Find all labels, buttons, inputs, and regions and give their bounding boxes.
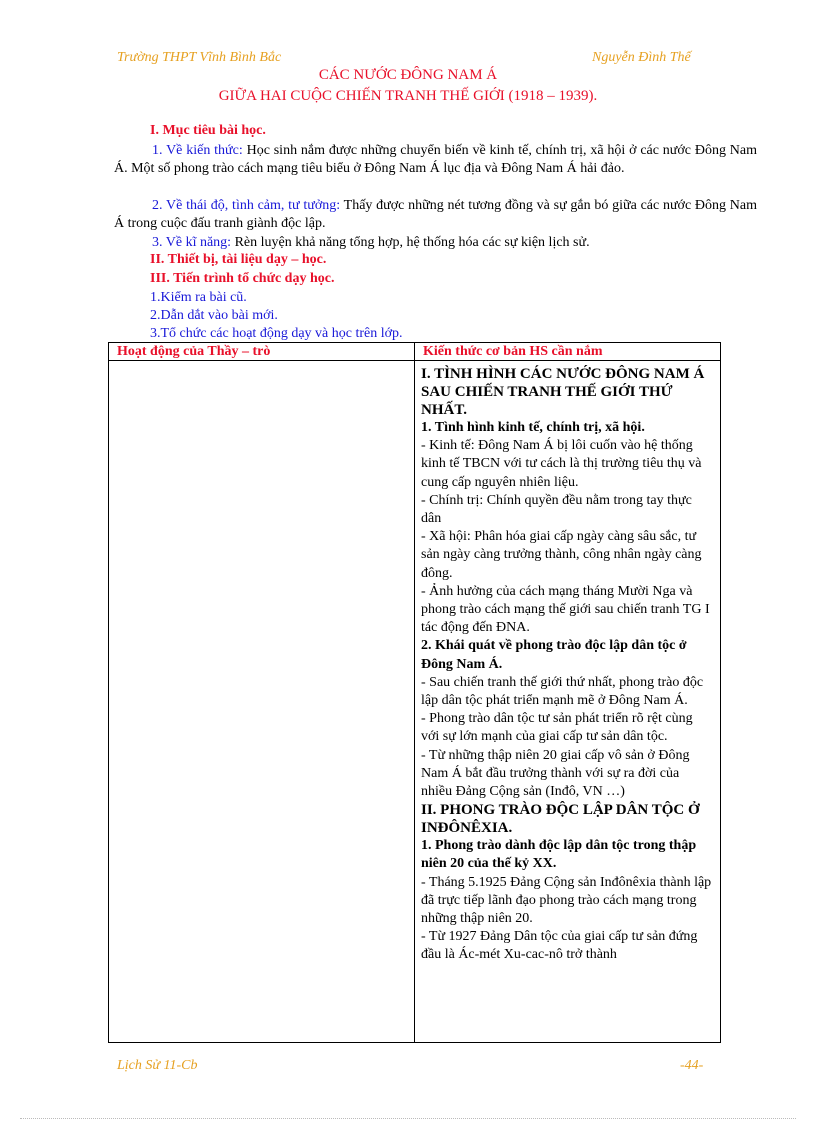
- paragraph-economy: - Kinh tế: Đông Nam Á bị lôi cuốn vào hệ thống kinh tế TBCN với tư cách là thị trường tiêu thụ và cung cấp nguyên nhiên liệu.: [421, 438, 702, 490]
- column-header-knowledge: Kiến thức cơ bản HS cần nắm: [415, 343, 721, 361]
- column-header-activity: Hoạt động của Thầy – trò: [109, 343, 415, 361]
- knowledge-cell: [415, 361, 721, 1043]
- paragraph-bourgeois: - Phong trào dân tộc tư sản phát triển rõ rệt cùng với sự lớn mạnh của giai cấp tư sản dân tộc.: [421, 711, 693, 745]
- table-row: [109, 361, 721, 1043]
- paragraph-influence: - Ảnh hưởng của cách mạng tháng Mười Nga và phong trào cách mạng thế giới sau chiến tranh TG I tác động đến ĐNA.: [421, 583, 710, 636]
- subheading-1: 1. Tình hình kinh tế, chính trị, xã hội.: [421, 420, 645, 435]
- header-author: Nguyễn Đình Thế: [592, 50, 691, 65]
- header-school: Trường THPT Vĩnh Bình Bắc: [117, 50, 282, 65]
- attitude-paragraph: [114, 197, 757, 233]
- process-step-1: 1.Kiểm ra bài cũ.: [150, 290, 247, 305]
- process-heading: III. Tiến trình tổ chức dạy học.: [150, 271, 335, 286]
- footer-subject: Lịch Sử 11-Cb: [117, 1058, 198, 1073]
- knowledge-paragraph: [114, 142, 757, 178]
- skill-label: 3. Về kĩ năng:: [152, 235, 232, 250]
- equipment-heading: II. Thiết bị, tài liệu dạy – học.: [150, 252, 327, 267]
- skill-paragraph: [114, 234, 757, 252]
- page-title: CÁC NƯỚC ĐÔNG NAM Á: [318, 67, 498, 83]
- skill-text: Rèn luyện khả năng tổng hợp, hệ thống hóa các sự kiện lịch sử.: [231, 235, 590, 250]
- page-number: -44-: [680, 1058, 704, 1073]
- knowledge-text: Học sinh nắm được những chuyển biến về kinh tế, chính trị, xã hội ở các nước Đông Nam Á. Một số phong trào cách mạng tiêu biểu ở Đông Nam Á lục địa và Đông Nam Á hải đảo.: [114, 143, 757, 176]
- attitude-text: Thấy được những nét tương đồng và sự gắn bó giữa các nước Đông Nam Á trong cuộc đấu tranh giành độc lập.: [114, 198, 757, 231]
- table-header-row: [109, 343, 721, 361]
- paragraph-society: - Xã hội: Phân hóa giai cấp ngày càng sâu sắc, tư sản ngày càng trưởng thành, công nhân ngày càng đông.: [421, 529, 702, 581]
- knowledge-label: 1. Về kiến thức:: [152, 143, 243, 158]
- process-step-2: 2.Dẫn dắt vào bài mới.: [150, 308, 278, 323]
- activity-cell: [109, 361, 415, 1043]
- section-heading-1: I. TÌNH HÌNH CÁC NƯỚC ĐÔNG NAM Á SAU CHIẾN TRANH THẾ GIỚI THỨ NHẤT.: [421, 366, 705, 418]
- page-subtitle: GIỮA HAI CUỘC CHIẾN TRANH THẾ GIỚI (1918 – 1939).: [218, 88, 598, 104]
- subheading-2: 2. Khái quát về phong trào độc lập dân tộc ở Đông Nam Á.: [421, 638, 687, 672]
- paragraph-movement: - Sau chiến tranh thế giới thứ nhất, phong trào độc lập dân tộc phát triển mạnh mẽ ở Đông Nam Á.: [421, 674, 704, 709]
- paragraph-politics: - Chính trị: Chính quyền đều nằm trong tay thực dân: [421, 492, 692, 527]
- paragraph-1927: - Từ 1927 Đảng Dân tộc của giai cấp tư sản đứng đầu là Ác-mét Xu-cac-nô trở thành: [421, 929, 698, 963]
- subheading-3: 1. Phong trào dành độc lập dân tộc trong thập niên 20 của thế kỷ XX.: [421, 838, 697, 872]
- objectives-heading: I. Mục tiêu bài học.: [150, 123, 266, 138]
- paragraph-proletariat: - Từ những thập niên 20 giai cấp vô sản ở Đông Nam Á bắt đầu trưởng thành với sự ra đời của nhiều Đảng Cộng sản (Inđô, VN …): [421, 747, 690, 800]
- process-step-3: 3.Tổ chức các hoạt động dạy và học trên lớp.: [150, 326, 403, 341]
- paragraph-1925: - Tháng 5.1925 Đảng Cộng sản Inđônêxia thành lập đã trực tiếp lãnh đạo phong trào cách mạng trong những thập niên 20.: [421, 874, 712, 927]
- section-heading-2: II. PHONG TRÀO ĐỘC LẬP DÂN TỘC Ở INĐÔNÊXIA.: [421, 802, 700, 837]
- page-bottom-divider: [20, 1118, 796, 1119]
- lesson-table: [108, 342, 721, 1043]
- attitude-label: 2. Về thái độ, tình cảm, tư tưởng:: [152, 198, 341, 213]
